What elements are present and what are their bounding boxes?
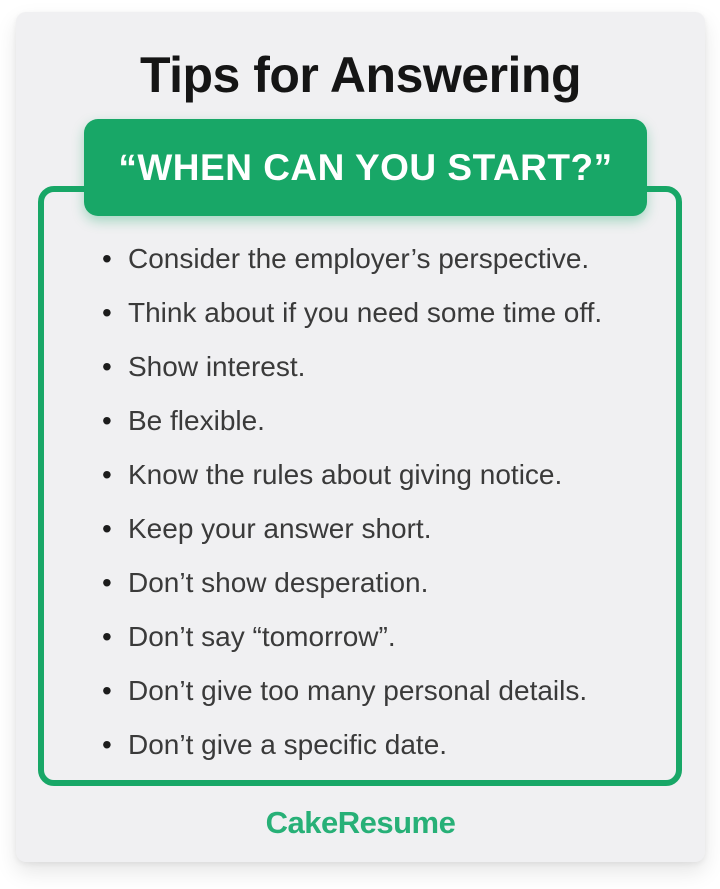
tips-list <box>44 192 676 772</box>
page-title: Tips for Answering <box>139 47 582 103</box>
question-banner-text: “WHEN CAN YOU START?” <box>118 146 613 188</box>
cakeresume-logo: CakeResume <box>265 805 456 840</box>
tip-text: Don’t show desperation. <box>128 567 429 598</box>
question-banner <box>84 119 647 216</box>
bullet-icon: • <box>102 297 112 328</box>
list-item <box>102 340 666 394</box>
list-item <box>102 664 666 718</box>
tip-text: Know the rules about giving notice. <box>128 459 563 490</box>
list-item <box>102 286 666 340</box>
bullet-icon: • <box>102 459 112 490</box>
bullet-icon: • <box>102 621 112 652</box>
bullet-icon: • <box>102 351 112 382</box>
tip-text: Show interest. <box>128 351 306 382</box>
list-item <box>102 502 666 556</box>
bullet-icon: • <box>102 513 112 544</box>
tip-text: Be flexible. <box>128 405 265 436</box>
list-item <box>102 718 666 772</box>
infographic-card <box>16 12 705 862</box>
list-item <box>102 232 666 286</box>
list-item <box>102 610 666 664</box>
bullet-icon: • <box>102 567 112 598</box>
list-item <box>102 556 666 610</box>
tip-text: Consider the employer’s perspective. <box>128 243 590 274</box>
tip-text: Don’t give a specific date. <box>128 729 448 760</box>
bullet-icon: • <box>102 729 112 760</box>
tip-text: Keep your answer short. <box>128 513 432 544</box>
bullet-icon: • <box>102 405 112 436</box>
bullet-icon: • <box>102 675 112 706</box>
tip-text: Don’t give too many personal details. <box>128 675 588 706</box>
tip-text: Don’t say “tomorrow”. <box>128 621 396 652</box>
tip-text: Think about if you need some time off. <box>128 297 603 328</box>
tips-box <box>38 186 682 786</box>
list-item <box>102 394 666 448</box>
bullet-icon: • <box>102 243 112 274</box>
list-item <box>102 448 666 502</box>
